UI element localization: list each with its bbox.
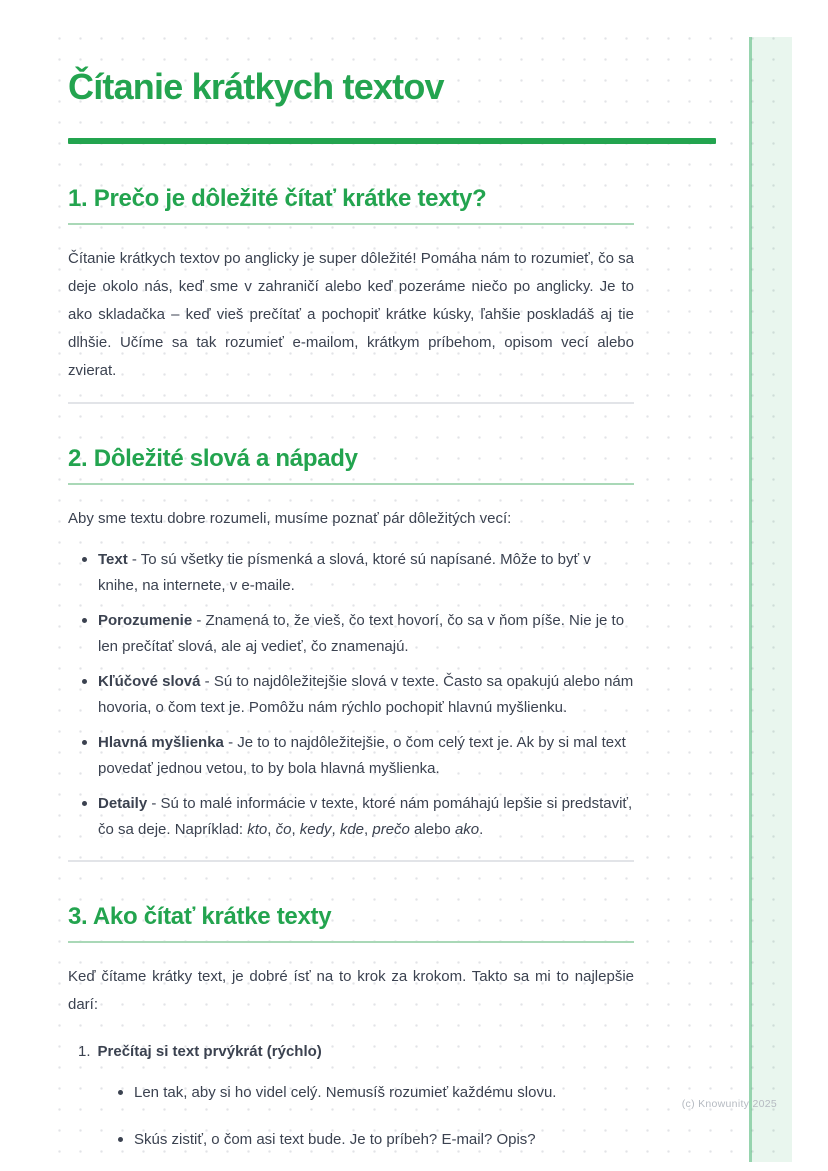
example-word: kto [247, 821, 268, 838]
list-item [68, 730, 634, 782]
copyright-watermark: (c) Knowunity 2025 [681, 1098, 777, 1110]
section-2-intro: Aby sme textu dobre rozumeli, musíme poznať pár dôležitých vecí: [68, 510, 512, 527]
section-heading-3: 3. Ako čítať krátke texty [68, 903, 332, 930]
step-item [68, 1041, 634, 1063]
term-label: Detaily [98, 795, 148, 812]
section-heading-2-underline [68, 483, 634, 485]
example-word: kde [339, 821, 365, 838]
example-separator: . [479, 821, 484, 838]
step-label: Prečítaj si text prvýkrát (rýchlo) [97, 1043, 322, 1060]
list-item [68, 608, 634, 660]
terms-list [68, 547, 634, 843]
step-sub-bullets [68, 1080, 634, 1153]
list-item [68, 547, 634, 599]
section-divider [68, 402, 634, 404]
example-separator: , [331, 821, 340, 838]
worksheet-page [45, 37, 792, 1162]
term-label: Hlavná myšlienka [98, 734, 224, 751]
list-item: Len tak, aby si ho videl celý. Nemusíš rozumieť každému slovu. [68, 1080, 634, 1106]
page-edge-stripe [749, 37, 792, 1162]
bullet-examples [247, 821, 483, 838]
section-heading-1: 1. Prečo je dôležité čítať krátke texty? [68, 185, 487, 212]
example-word: ako [454, 821, 480, 838]
example-word: prečo [372, 821, 410, 838]
term-separator: - [200, 673, 214, 690]
term-description: Je to to najdôležitejšie, o čom celý text je. Ak by si mal text povedať jednou vetou, to by bola hlavná myšlienka. [98, 734, 626, 777]
term-separator: - [223, 734, 238, 751]
section-heading-2: 2. Dôležité slová a nápady [68, 445, 358, 472]
term-separator: - [127, 551, 141, 568]
list-item [68, 791, 634, 843]
term-description: Znamená to, že vieš, čo text hovorí, čo sa v ňom píše. Nie je to len prečítať slová, ale aj vedieť, čo znamenajú. [98, 612, 625, 655]
example-separator: , [364, 821, 373, 838]
term-label: Text [98, 551, 128, 568]
example-separator: alebo [409, 821, 455, 838]
section-divider [68, 860, 634, 862]
term-separator: - [192, 612, 206, 629]
page-content [68, 37, 634, 1171]
example-separator: , [267, 821, 276, 838]
section-heading-1-underline [68, 223, 634, 225]
term-label: Kľúčové slová [98, 673, 201, 690]
example-separator: , [291, 821, 300, 838]
section-1-paragraph: Čítanie krátkych textov po anglicky je super dôležité! Pomáha nám to rozumieť, čo sa deje okolo nás, keď sme v zahraničí alebo keď pozeráme niečo po anglicky. Je to ako skladačka – keď vieš prečítať a pochopiť krátke kúsky, ľahšie poskladáš aj tie dlhšie. Učíme sa tak rozumieť e-mailom, krátkym príbehom, opisom vecí alebo zvierat. [68, 250, 634, 379]
list-item [68, 669, 634, 721]
section-3-intro: Keď čítame krátky text, je dobré ísť na to krok za krokom. Takto sa mi to najlepšie darí: [68, 968, 634, 1013]
section-heading-3-underline [68, 941, 634, 943]
term-label: Porozumenie [98, 612, 193, 629]
term-description: Sú to najdôležitejšie slová v texte. Často sa opakujú alebo nám hovoria, o čom text je. Pomôžu nám rýchlo pochopiť hlavnú myšlienku. [98, 673, 634, 716]
term-description: To sú všetky tie písmenká a slová, ktoré sú napísané. Môže to byť v knihe, na internete, v e-maile. [98, 551, 591, 594]
step-number: 1. [78, 1043, 91, 1060]
page-title: Čítanie krátkych textov [68, 66, 444, 107]
term-description: Sú to malé informácie v texte, ktoré nám pomáhajú lepšie si predstaviť, čo sa deje. Napríklad: [98, 795, 633, 838]
example-word: kedy [299, 821, 332, 838]
title-rule [68, 138, 716, 144]
list-item: Skús zistiť, o čom asi text bude. Je to príbeh? E-mail? Opis? [68, 1127, 634, 1153]
example-word: čo [275, 821, 292, 838]
term-separator: - [147, 795, 161, 812]
